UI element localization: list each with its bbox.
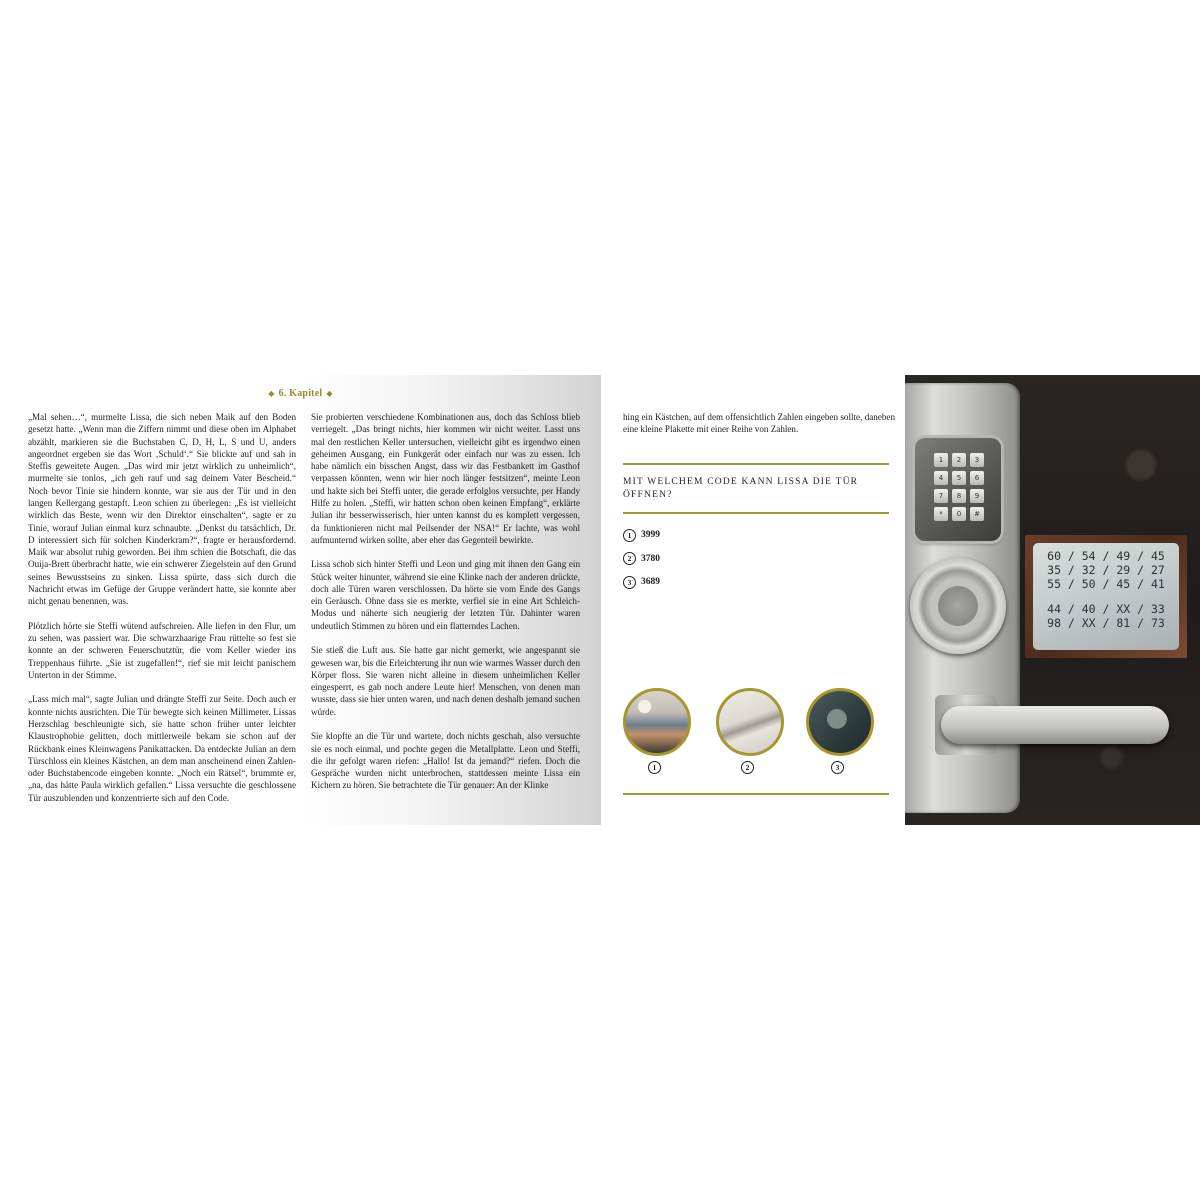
keypad-key: 2 [952, 453, 966, 467]
paragraph: Plötzlich hörte sie Steffi wütend aufschreien. Alle liefen in den Flur, um zu sehen, was passiert war. Die schwarzhaarige Frau rüttelte so fest sie konnte an der schweren Feuerschutztür, die vom Keller wieder ins Treppenhaus führte. „Sie ist zugefallen!“, rief sie mit leicht panischem Unterton in der Stimme. [28, 620, 296, 680]
plaque-line: 35 / 32 / 29 / 27 [1047, 563, 1165, 578]
plaque-line: 98 / XX / 81 / 73 [1047, 615, 1165, 630]
lock-core [938, 586, 978, 626]
ornament-right: ◆ [326, 389, 333, 398]
plaque-line: 60 / 54 / 49 / 45 [1047, 549, 1165, 563]
keypad-key: 3 [970, 453, 984, 467]
paragraph: Sie probierten verschiedene Kombinationen aus, doch das Schloss blieb verriegelt. „Das bringt nichts, hier kommen wir nicht weiter. Lasst uns mal den restlichen Keller untersuchen, vielleicht gibt es irgendwo einen geheimen Ausgang, ein Funkgerät oder einfach nur was zu essen. Ich habe nämlich ein bisschen Angst, dass wir das Festbankett im Gasthof verpassen könnten, wenn wir hier noch länger festsitzen“, meinte Leon und hakte sich bei Steffi unter, die gerade erfolglos versuchte, per Handy Hilfe zu holen. „Steffi, wir hatten schon oben keinen Empfang“, erklärte Julian ihr besserwisserisch, hier unten kannst du es komplett vergessen, da funktionieren nicht mal Peilsender der NSA!“ Er lachte, was wohl aufmunternd wirken sollte, aber eher das Gegenteil bewirkte. [311, 412, 580, 545]
keypad-key: 7 [934, 489, 948, 503]
keypad-key: 0 [952, 507, 966, 521]
option-number-badge: 3 [623, 576, 636, 589]
divider-rule [623, 463, 889, 465]
hint-thumbnails [623, 688, 889, 772]
answer-options [623, 528, 660, 599]
door-lock-cylinder [910, 558, 1006, 654]
thumb-number-badge: 1 [648, 761, 661, 774]
continuation-text: hing ein Kästchen, auf dem offensichtlich Zahlen eingeben sollte, daneben eine kleine Plakette mit einer Reihe von Zahlen. [623, 412, 895, 435]
door-handle [941, 706, 1169, 744]
code-keypad [915, 438, 1001, 541]
option-value: 3689 [641, 577, 660, 587]
keypad-key: 9 [970, 489, 984, 503]
hint-photo-wall-map[interactable] [806, 688, 874, 756]
riddle-question: MIT WELCHEM CODE KANN LISSA DIE TÜR ÖFFNEN? [623, 477, 859, 500]
option-value: 3999 [641, 530, 660, 540]
option-number-badge: 2 [623, 552, 636, 565]
keypad-key: 8 [952, 489, 966, 503]
keypad-key: 5 [952, 471, 966, 485]
keypad-keys [934, 453, 984, 521]
ornament-left: ◆ [268, 389, 275, 398]
divider-rule [623, 512, 889, 514]
paragraph: Sie klopfte an die Tür und wartete, doch nichts geschah, also versuchte sie es noch einmal, und pochte gegen die Metallplatte. Leon und Steffi, die ihr gefolgt waren riefen: „Hallo! Ist da jemand?“ riefen. Doch die Gespräche wurden nicht unterbrochen, stattdessen meinte Lissa ein Kichern zu hören. Sie betrachtete die Tür genauer: An der Klinke [311, 731, 580, 791]
paragraph: Lissa schob sich hinter Steffi und Leon und ging mit ihnen den Gang ein Stück weiter hinunter, während sie eine Klinke nach der anderen drückte, doch alle Türen waren verschlossen. Da hörte sie vom Ende des Gangs ein Geräusch. Ohne dass sie es merkte, verfiel sie in eine Art Schleich-Modus und näherte sich neugierig der letzten Tür. Dahinter waren undeutlich Stimmen zu hören und ein flatterndes Lachen. [311, 559, 580, 631]
option-number-badge: 1 [623, 529, 636, 542]
keypad-key: 4 [934, 471, 948, 485]
chapter-heading [0, 388, 601, 399]
keypad-key: 6 [970, 471, 984, 485]
hint-photo-corridor[interactable] [623, 688, 691, 756]
number-plaque-frame [1025, 535, 1187, 658]
left-page [0, 375, 601, 825]
answer-option[interactable] [623, 575, 660, 589]
divider-rule [623, 793, 889, 795]
answer-option[interactable] [623, 528, 660, 542]
paragraph: Sie stieß die Luft aus. Sie hatte gar nicht gemerkt, wie angespannt sie gewesen war, bis die Erleichterung ihr nun wie warmes Wasser durch den Körper floss. Sie waren nicht alleine in diesem unheimlichen Keller eingesperrt, es gab noch andere Leute hier! Menschen, von denen man wusste, dass sie hier unten waren, und nach denen deshalb jemand suchen würde. [311, 645, 580, 717]
thumb-number-badge: 3 [831, 761, 844, 774]
text-column-2 [311, 411, 580, 792]
number-plaque [1033, 543, 1179, 650]
text-column-1 [28, 411, 296, 804]
thumb-number-badge: 2 [741, 761, 754, 774]
keypad-key: 1 [934, 453, 948, 467]
keypad-key: * [934, 507, 948, 521]
hint-photo-handrail[interactable] [716, 688, 784, 756]
keypad-key: # [970, 507, 984, 521]
plaque-line: 44 / 40 / XX / 33 [1047, 601, 1165, 616]
plaque-gap [1033, 592, 1179, 602]
answer-option[interactable] [623, 552, 660, 566]
option-value: 3780 [641, 553, 660, 564]
chapter-title: 6. Kapitel [278, 388, 323, 399]
paragraph: „Lass mich mal“, sagte Julian und drängte Steffi zur Seite. Doch auch er konnte nichts ausrichten. Die Tür bewegte sich keinen Millimeter. Lissas Herzschlag beschleunigte sich, sie hatte schon früher unter leichter Klaustrophobie gelitten, doch mittlerweile bekam sie schon auf der Rückbank eines Kleinwagens Panikattacken. Da entdeckte Julian an dem Türschloss ein kleines Kästchen, an dem man anscheinend einen Zahlen- oder Buchstabencode eingeben konnte. „Noch ein Rätsel“, brummte er, „na, das hätte Paula wirklich gefallen.“ Lissa versuchte die geschlossene Tür auszublenden und konzentrierte sich auf den Code. [28, 694, 296, 803]
plaque-line: 55 / 50 / 45 / 41 [1047, 577, 1165, 592]
paragraph: „Mal sehen…“, murmelte Lissa, die sich neben Maik auf den Boden gesetzt hatte. „Wenn man die Ziffern nimmt und diese oben im Alphabet abzählt, markieren sie die Buchstaben C, D, H, L, S und U, anders angeordnet ergeben sie das Wort ‚Schuld‘.“ Sie blickte auf und sah in Steffis geweitete Augen. „Das wird mir jetzt wirklich zu unheimlich“, murmelte sie tonlos, „ich geh rauf und sag deinem Vater Bescheid.“ Noch bevor Tinie sie hindern konnte, war sie aus der Tür und in den langen Kellergang gestapft. Leon schien zu überlegen: „Es ist vielleicht wirklich das Beste, wenn wir den Direktor einschalten“, sagte er zu Tinie, worauf Julian einmal kurz schnaubte. „Denkst du tatsächlich, Dr. D interessiert sich für solchen Kinderkram?“, fragte er herausfordernd. Maik war absolut ruhig geworden. Bei ihm schien die Botschaft, die das Ouija-Brett überbracht hatte, wie ein schwerer Ziegelstein auf den Grund seines Bewusstseins zu sinken. Lissa spürte, dass sich durch die Nachricht etwas im Gefüge der Gruppe verändert hatte, sie konnte aber nicht genau benennen, was. [28, 412, 296, 607]
right-page [601, 375, 1200, 825]
door-photo [905, 375, 1200, 825]
